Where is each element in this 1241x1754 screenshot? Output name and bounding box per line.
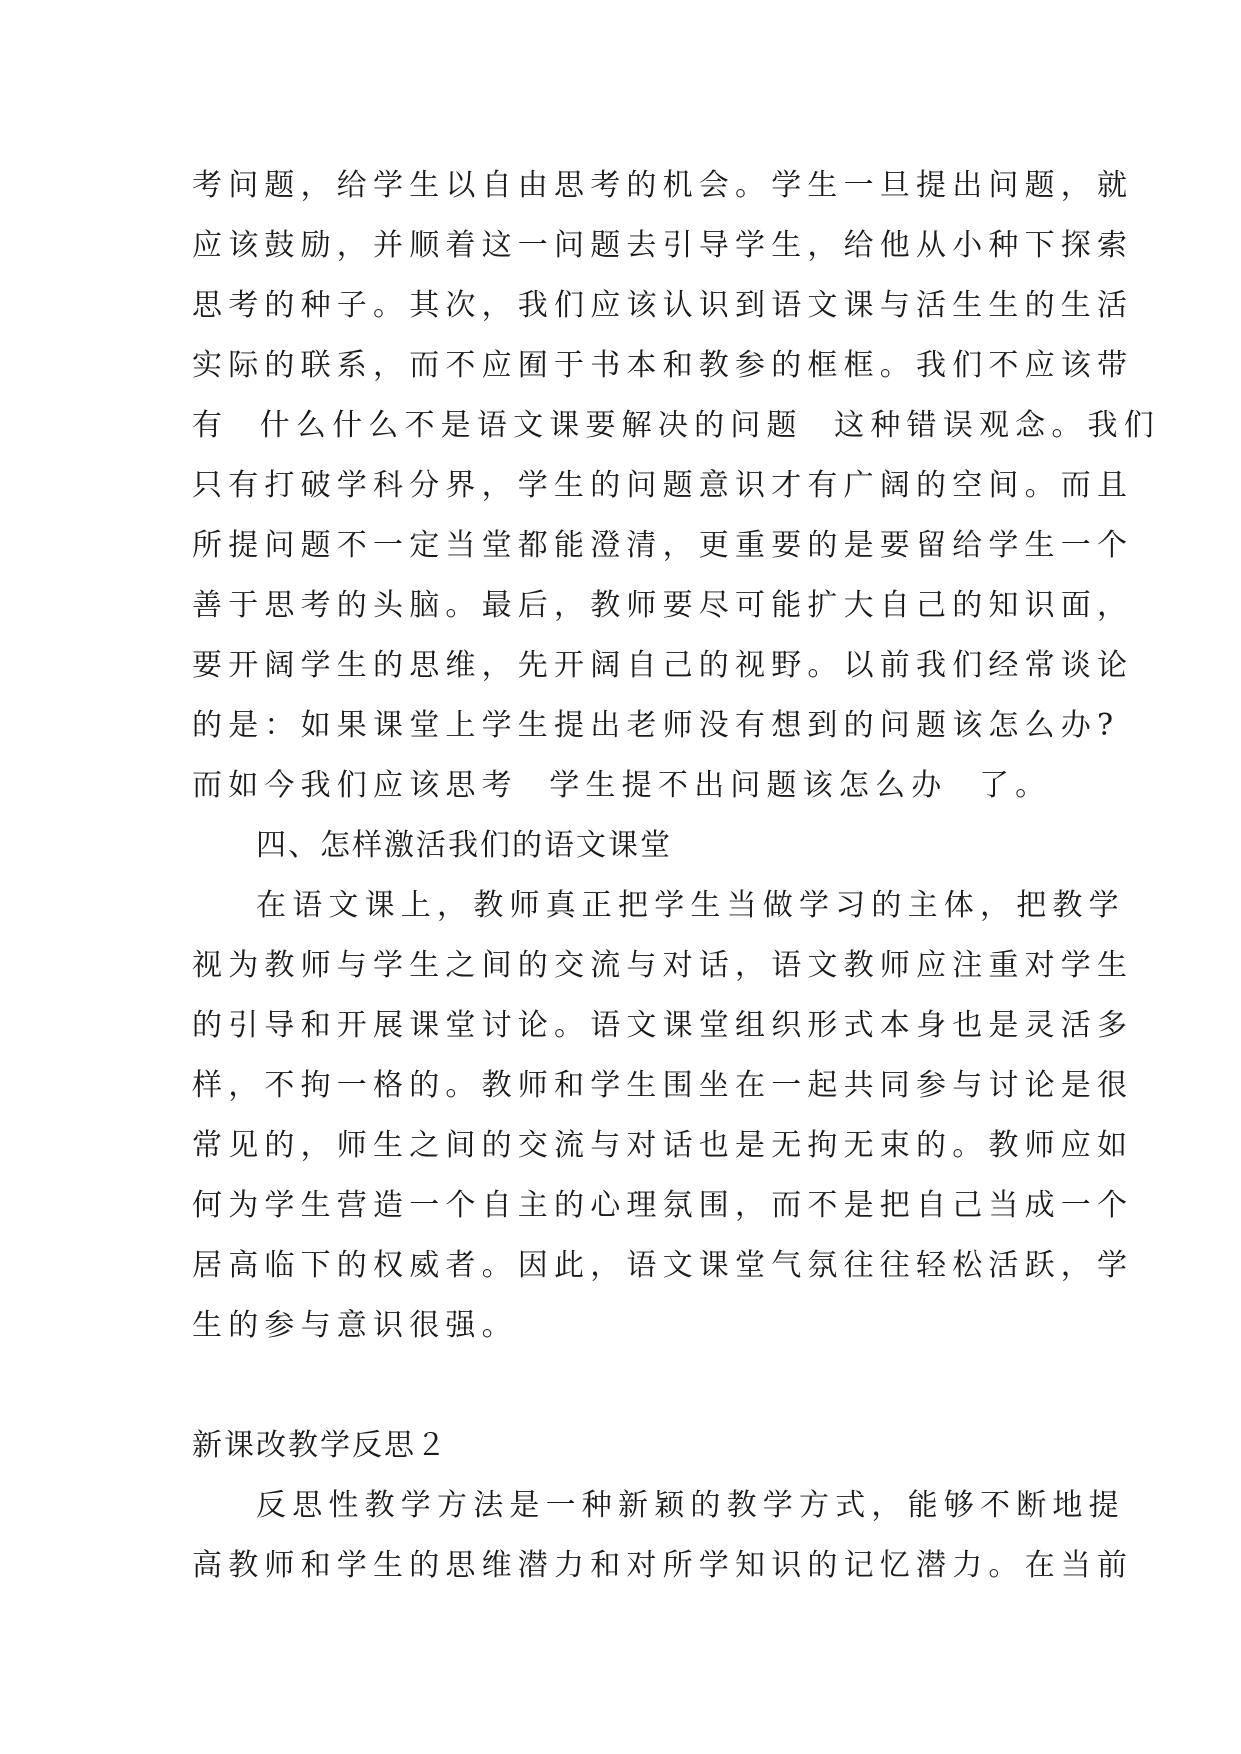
paragraph-line: 实际的联系，而不应囿于书本和教参的框框。我们不应该带: [192, 348, 1134, 383]
paragraph-line: 居高临下的权威者。因此，语文课堂气氛往往轻松活跃，学: [192, 1248, 1134, 1283]
paragraph-line: 何为学生营造一个自主的心理氛围，而不是把自己当成一个: [192, 1188, 1134, 1223]
paragraph-line: 生的参与意识很强。: [192, 1308, 518, 1343]
paragraph-line: 在语文课上，教师真正把学生当做学习的主体，把教学: [256, 888, 1125, 923]
paragraph-line: 高教师和学生的思维潜力和对所学知识的记忆潜力。在当前: [192, 1548, 1134, 1583]
paragraph-line: 思考的种子。其次，我们应该认识到语文课与活生生的生活: [192, 288, 1134, 323]
paragraph-line: 应该鼓励，并顺着这一问题去引导学生，给他从小种下探索: [192, 228, 1134, 263]
document-title: 新课改教学反思２: [192, 1428, 448, 1463]
paragraph-line: 所提问题不一定当堂都能澄清，更重要的是要留给学生一个: [192, 528, 1134, 563]
paragraph-line: 的引导和开展课堂讨论。语文课堂组织形式本身也是灵活多: [192, 1008, 1134, 1043]
section-heading: 四、怎样激活我们的语文课堂: [256, 828, 672, 863]
paragraph-line: 而如今我们应该思考 学生提不出问题该怎么办 了。: [192, 768, 1052, 803]
paragraph-line: 考问题，给学生以自由思考的机会。学生一旦提出问题，就: [192, 168, 1134, 203]
paragraph-line: 的是：如果课堂上学生提出老师没有想到的问题该怎么办?: [192, 708, 1120, 743]
paragraph-line: 反思性教学方法是一种新颖的教学方式，能够不断地提: [256, 1488, 1125, 1523]
paragraph-line: 只有打破学科分界，学生的问题意识才有广阔的空间。而且: [192, 468, 1134, 503]
paragraph-line: 样，不拘一格的。教师和学生围坐在一起共同参与讨论是很: [192, 1068, 1134, 1103]
paragraph-line: 常见的，师生之间的交流与对话也是无拘无束的。教师应如: [192, 1128, 1134, 1163]
paragraph-line: 善于思考的头脑。最后，教师要尽可能扩大自己的知识面，: [192, 588, 1134, 623]
paragraph-line: 要开阔学生的思维，先开阔自己的视野。以前我们经常谈论: [192, 648, 1134, 683]
paragraph-line: 视为教师与学生之间的交流与对话，语文教师应注重对学生: [192, 948, 1134, 983]
paragraph-line: 有 什么什么不是语文课要解决的问题 这种错误观念。我们: [192, 408, 1160, 443]
